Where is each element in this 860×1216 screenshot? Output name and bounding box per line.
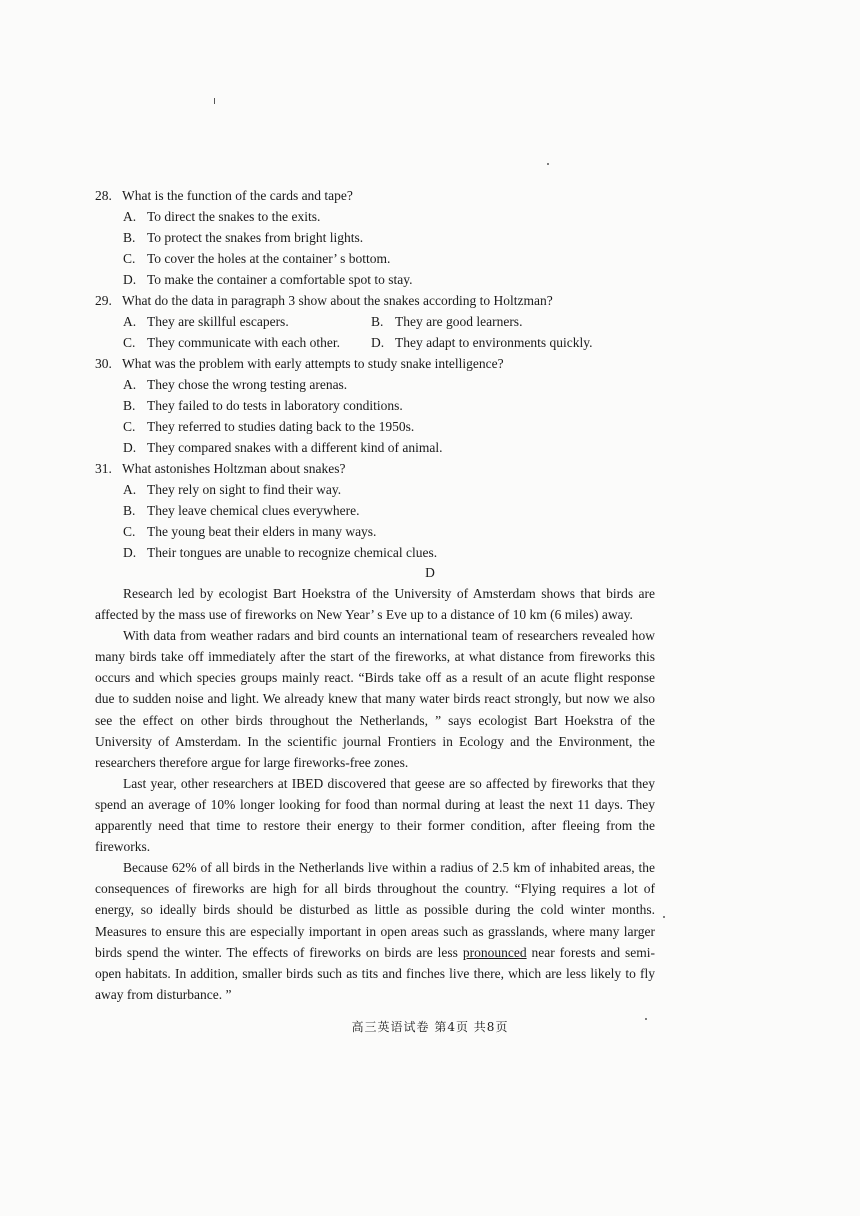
option-b: B. To protect the snakes from bright lights.: [123, 230, 364, 245]
question-31: [95, 458, 795, 563]
option-row-cd: [95, 332, 795, 353]
question-number: 31.: [95, 461, 112, 476]
question-number: 28.: [95, 188, 112, 203]
option-a: A. To direct the snakes to the exits.: [123, 209, 321, 224]
option-row-ab: [95, 311, 795, 332]
question-number: 29.: [95, 293, 112, 308]
question-stem: What do the data in paragraph 3 show about the snakes according to Holtzman?: [122, 293, 553, 308]
scan-speck: [547, 163, 549, 165]
paragraph-1: Research led by ecologist Bart Hoekstra of the University of Amsterdam shows that birds are affected by the mass use of fireworks on New Year’ s Eve up to a distance of 10 km (6 miles) away.: [95, 586, 655, 623]
reading-passage: [95, 583, 655, 1005]
paragraph-4: Because 62% of all birds in the Netherlands live within a radius of 2.5 km of inhabited areas, the consequences of fireworks are high for all birds throughout the country. “Flying requires a lot of energy, so ideally birds should be disturbed as little as possible during the cold winter months. Measures to ensure this are especially important in open areas such as grasslands, where many larger birds spend the winter. The effects of fireworks on birds are less pronounced near forests and semi-open habitats. In addition, smaller birds such as tits and finches live there, which are less likely to fly away from disturbance. ”: [95, 860, 655, 1002]
scan-speck: [663, 916, 665, 918]
scan-mark: [214, 98, 215, 104]
option-a: A. They chose the wrong testing arenas.: [123, 377, 348, 392]
question-list: [95, 185, 795, 563]
underlined-word: pronounced: [462, 944, 527, 960]
option-b: B. They failed to do tests in laboratory conditions.: [123, 398, 403, 413]
page-footer: 高三英语试卷 第4页 共8页: [351, 1020, 509, 1034]
option-d: D. To make the container a comfortable spot to stay.: [123, 272, 413, 287]
option-b: B. They leave chemical clues everywhere.: [123, 503, 360, 518]
option-b: B. They are good learners.: [371, 314, 523, 329]
question-29: [95, 290, 795, 353]
question-stem: What astonishes Holtzman about snakes?: [122, 461, 346, 476]
section-heading: D: [425, 565, 435, 580]
option-c: C. They referred to studies dating back to the 1950s.: [123, 419, 415, 434]
question-stem: What was the problem with early attempts to study snake intelligence?: [122, 356, 504, 371]
question-28: [95, 185, 795, 290]
question-30: [95, 353, 795, 458]
option-c: C. The young beat their elders in many ways.: [123, 524, 377, 539]
option-a: A. They are skillful escapers.: [123, 314, 289, 329]
option-a: A. They rely on sight to find their way.: [123, 482, 342, 497]
paragraph-3: Last year, other researchers at IBED discovered that geese are so affected by fireworks that they spend an average of 10% longer looking for food than normal during at least the next 11 days. They apparently need that time to restore their energy to their former condition, after fleeing from the fireworks.: [95, 775, 655, 855]
option-d: D. Their tongues are unable to recognize chemical clues.: [123, 545, 438, 560]
question-number: 30.: [95, 356, 112, 371]
option-c: C. To cover the holes at the container’ s bottom.: [123, 251, 391, 266]
option-d: D. They compared snakes with a different kind of animal.: [123, 440, 443, 455]
option-d: D. They adapt to environments quickly.: [371, 335, 593, 350]
question-stem: What is the function of the cards and tape?: [122, 188, 353, 203]
paragraph-2: With data from weather radars and bird counts an international team of researchers revealed how many birds take off immediately after the start of the fireworks, at what distance from fireworks this occurs and which species groups mainly react. “Birds take off as a result of an acute flight response due to sudden noise and light. We already knew that many water birds react strongly, but now we also see the effect on other birds throughout the Netherlands, ” says ecologist Bart Hoekstra of the University of Amsterdam. In the scientific journal Frontiers in Ecology and the Environment, the researchers therefore argue for large fireworks-free zones.: [95, 628, 655, 770]
option-c: C. They communicate with each other.: [123, 335, 341, 350]
